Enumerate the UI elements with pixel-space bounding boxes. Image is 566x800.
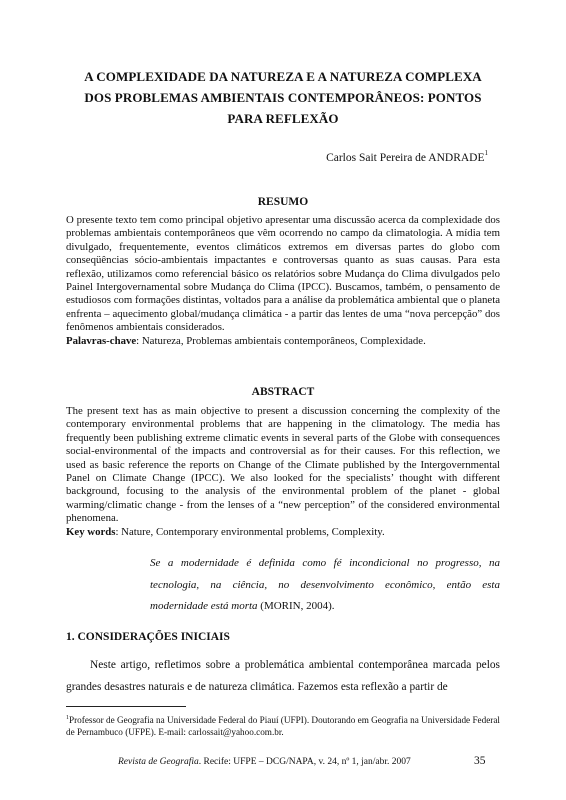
palavras-chave-text: : Natureza, Problemas ambientais contemporâneos, Complexidade. bbox=[136, 334, 426, 347]
epigraph-quote: Se a modernidade é definida como fé incondicional no progresso, na tecnologia, na ciência, no desenvolvimento econômico, então esta modernidade está morta bbox=[150, 557, 500, 612]
palavras-chave-label: Palavras-chave bbox=[66, 334, 137, 347]
epigraph-citation: (MORIN, 2004). bbox=[257, 600, 335, 612]
journal-details: . Recife: UFPE – DCG/NAPA, v. 24, nº 1, jan/abr. 2007 bbox=[198, 757, 411, 767]
title-line: A COMPLEXIDADE DA NATUREZA E A NATUREZA COMPLEXA bbox=[84, 69, 482, 84]
resumo-block bbox=[66, 214, 500, 348]
title-line: PARA REFLEXÃO bbox=[227, 111, 339, 126]
author-footnote-mark: 1 bbox=[484, 149, 488, 157]
epigraph bbox=[150, 553, 500, 618]
key-words-label: Key words bbox=[66, 525, 116, 538]
footnote-divider bbox=[66, 706, 186, 707]
title-line: DOS PROBLEMAS AMBIENTAIS CONTEMPORÂNEOS: PONTOS bbox=[84, 90, 482, 105]
footnote bbox=[66, 712, 500, 738]
key-words-text: : Nature, Contemporary environmental problems, Complexity. bbox=[115, 525, 385, 538]
page-number: 35 bbox=[474, 755, 486, 767]
abstract-heading: ABSTRACT bbox=[251, 386, 315, 398]
journal-name: Revista de Geografia bbox=[118, 757, 199, 767]
abstract-text: The present text has as main objective to present a discussion concerning the complexity of the contemporary environmental problems that are happening in the climatology. The media has frequently been publishing extreme climatic events in several parts of the Globe with consequences social-environmental of the impacts and controversial as for their causes. For this reflection, we used as basic reference the reports on Change of the Climate published by the Intergovernmental Panel on Climate Change (IPCC). We also looked for the specialists’ thought with different background, focusing to the analysis of the environmental problem of the planet - global warming/climatic change - from the lenses of a “new perception” of the considered environmental phenomena. bbox=[66, 405, 500, 525]
footnote-text: Professor de Geografia na Universidade Federal do Piauí (UFPI). Doutorando em Geografia na Universidade Federal de Pernambuco (UFPE). E-mail: carlossait@yahoo.com.br. bbox=[66, 715, 500, 738]
author-name: Carlos Sait Pereira de ANDRADE bbox=[326, 151, 485, 164]
footnote-mark: 1 bbox=[66, 715, 69, 721]
abstract-block bbox=[66, 405, 500, 539]
resumo-heading: RESUMO bbox=[257, 196, 309, 208]
paper-title bbox=[66, 66, 500, 129]
author-line bbox=[326, 150, 488, 164]
section-heading: 1. CONSIDERAÇÕES INICIAIS bbox=[66, 631, 230, 643]
page-footer bbox=[118, 757, 411, 767]
resumo-text: O presente texto tem como principal objetivo apresentar uma discussão acerca da complexidade dos problemas ambientais contemporâneos que vêm ocorrendo no campo da climatologia. A mídia tem divulgado, frequentemente, eventos climáticos extremos em diversas partes do globo com conseqüências sócio-ambientais impactantes e controversas quanto as suas causas. Para esta reflexão, utilizamos como referencial básico os relatórios sobre Mudança do Clima divulgados pelo Painel Intergovernamental sobre Mudança do Clima (IPCC). Buscamos, também, o pensamento de estudiosos com formações distintas, voltados para a análise da problemática ambiental que o planeta enfrenta – aquecimento global/mudança climática - a partir das lentes de uma “nova percepção” dos fenômenos ambientais considerados. bbox=[66, 214, 500, 334]
section-body-text: Neste artigo, refletimos sobre a problemática ambiental contemporânea marcada pelos grandes desastres naturais e de natureza climática. Fazemos esta reflexão a partir de bbox=[66, 659, 500, 693]
